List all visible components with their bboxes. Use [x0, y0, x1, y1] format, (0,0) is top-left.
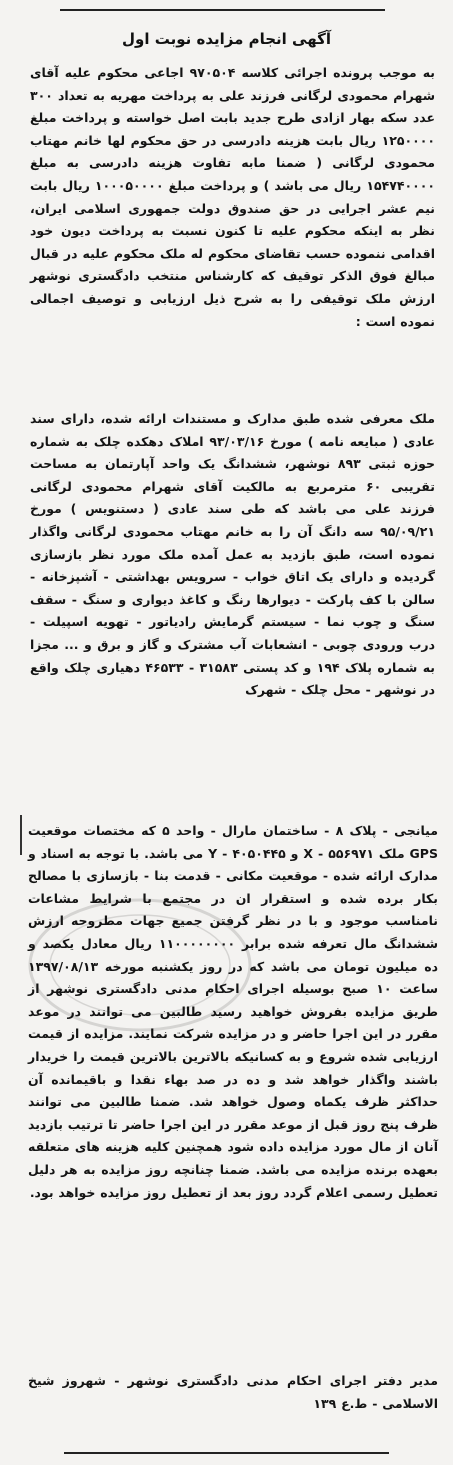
signature-line: مدیر دفتر اجرای احکام مدنی دادگستری نوشهر - شهروز شیخ الاسلامی - ط.ع ۱۳۹	[28, 1373, 438, 1411]
notice-title: آگهی انجام مزایده نوبت اول	[122, 30, 331, 48]
auction-details-paragraph: میانجی - پلاک ۸ - ساختمان مارال - واحد ۵ که مختصات موقعیت GPS ملک ۵۵۶۹۷۱ - X و ۴۰۵۰۴۴۵ - Y می باشد. با توجه به اسناد و مدارک ارائه شده - موقعیت مکانی - قدمت بنا - بازسازی با مصالح بکار برده شده و استقرار ان در مجتمع با شرایط مشاعات نامناسب موجود و با در نظر گرفتن جمیع جهات مطروحه ارزش ششدانگ مال تعرفه شده برابر ۱۱۰۰۰۰۰۰۰۰ ریال معادل یکصد و ده میلیون تومان می باشد که در روز یکشنبه مورخه ۱۳۹۷/۰۸/۱۳ ساعت ۱۰ صبح بوسیله اجرای احکام مدنی دادگستری نوشهر از طریق مزایده بفروش خواهید رسید طالبین می توانند در موعد مقرر در این اجرا حاضر و در مزایده شرکت نمایند. مزایده از قیمت ارزیابی شده شروع و به کسانیکه بالاترین بالاترین قیمت را خریدار باشند واگذار خواهد شد و ده در صد بهاء نقدا و باقیمانده آن حداکثر ظرف یکماه وصول خواهد شد. ضمنا طالبین می توانند ظرف پنج روز قبل از موعد مقرر در این اجرا حاضر تا ترتیب بازدید آنان از مال مورد مزایده داده شود همچنین کلیه هزینه های متعلقه بعهده برنده مزایده می باشد. ضمنا چنانچه روز مزایده به هر دلیل تعطیل رسمی اعلام گردد روز بعد از تعطیل روز مزایده خواهد بود.	[28, 823, 438, 1200]
property-description-paragraph: ملک معرفی شده طبق مدارک و مستندات ارائه شده، دارای سند عادی ( مبایعه نامه ) مورخ ۹۳/۰۳/۱۶ املاک دهکده چلک به شماره حوزه ثبتی ۸۹۳ نوشهر، ششدانگ یک واحد آپارتمان به مساحت تقریبی ۶۰ مترمربع به مالکیت آقای شهرام محمودی لرگانی فرزند علی می باشد که طی سند عادی ( دستنویس ) مورخ ۹۵/۰۹/۲۱ سه دانگ آن را به خانم مهتاب محمودی لرگانی واگذار نموده است، طبق بازدید به عمل آمده ملک مورد نظر بازسازی گردیده و دارای یک اتاق خواب - سرویس بهداشتی - آشپزخانه - سالن با کف پارکت - دیوارها رنگ و کاغذ دیواری و سنگ - سقف سنگ و چوب نما - سیستم گرمایش رادیاتور - تهویه اسپیلت - درب ورودی چوبی - انشعابات آب مشترک و گاز و برق و ... مجزا به شماره پلاک ۱۹۴ و کد پستی ۳۱۵۸۳ - ۴۶۵۳۳ دهیاری چلک واقع در نوشهر - محل چلک - شهرک	[30, 411, 435, 698]
top-divider-rule	[60, 9, 385, 11]
bottom-divider-rule	[64, 1452, 389, 1454]
column-cut-mark	[20, 815, 22, 855]
notice-intro-paragraph: به موجب پرونده اجرائی کلاسه ۹۷۰۵۰۴ اجاعی محکوم علیه آقای شهرام محمودی لرگانی فرزند علی به پرداخت مهریه به تعداد ۳۰۰ عدد سکه بهار ازادی طرح جدید بابت اصل خواسته و پرداخت مبلغ ۱۲۵۰۰۰۰ ریال بابت هزینه دادرسی در حق محکوم لها خانم مهتاب محمودی لرگانی ( ضمنا مابه تفاوت هزینه دادرسی به مبلغ ۱۵۴۷۴۰۰۰۰ ریال می باشد ) و پرداخت مبلغ ۱۰۰۰۵۰۰۰۰ ریال بابت نیم عشر اجرایی در حق صندوق دولت جمهوری اسلامی ایران، نظر به اینکه محکوم علیه تا کنون نسبت به پرداخت دیون خود اقدامی ننموده حسب تقاضای محکوم له ملک محکوم علیه در قبال مبالغ فوق الذکر توقیف که کارشناس منتخب دادگستری نوشهر ارزش ملک توقیفی را به شرح ذیل ارزیابی و توصیف اجمالی نموده است :	[30, 65, 435, 329]
